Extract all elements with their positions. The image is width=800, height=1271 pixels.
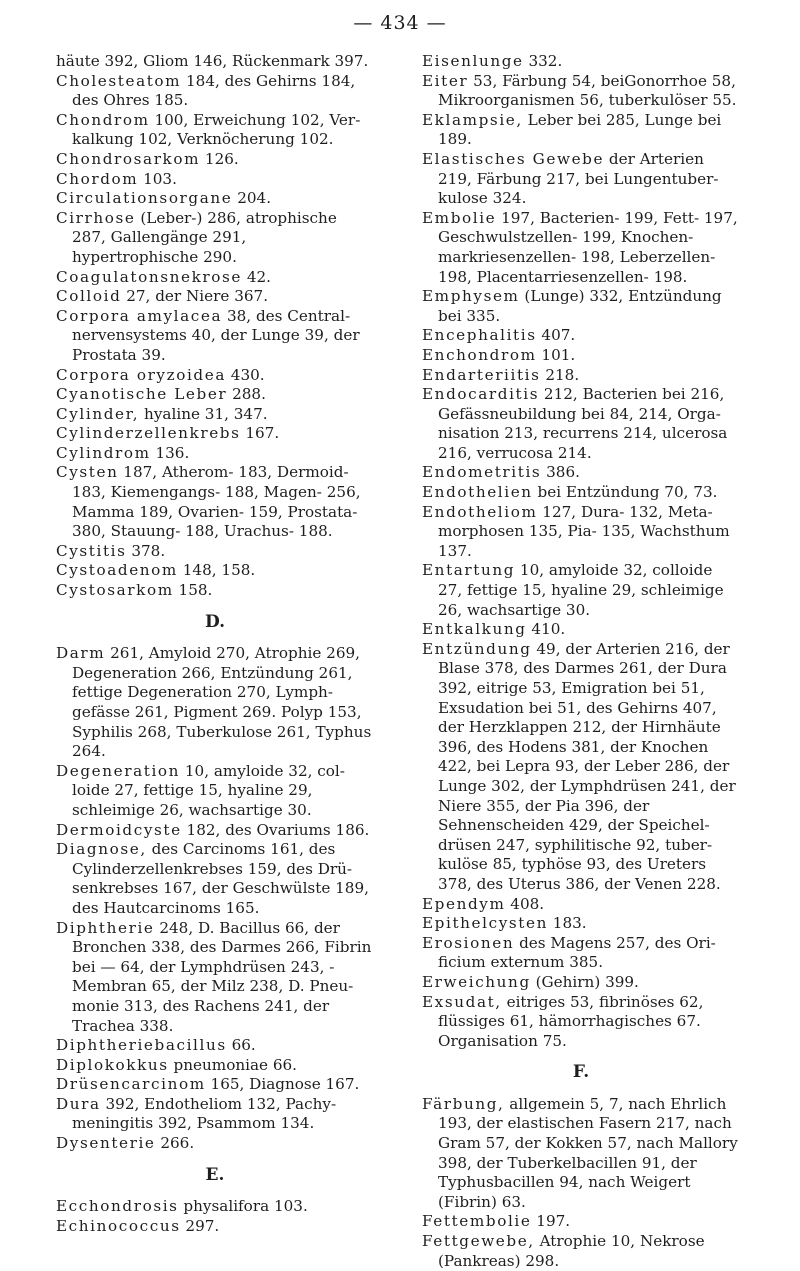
index-references: 158. (173, 581, 213, 600)
index-term: Entkalkung (422, 620, 527, 639)
index-entry (56, 1036, 374, 1056)
index-entry (422, 150, 740, 209)
index-references: 266. (155, 1134, 195, 1153)
index-entry (422, 561, 740, 620)
index-term: Färbung, (422, 1094, 505, 1113)
index-entry (56, 307, 374, 366)
index-entry (422, 973, 740, 993)
index-entry (56, 189, 374, 209)
index-term: Chordom (56, 169, 139, 188)
index-references: des Magens 257, des Orificium externum 385. (438, 933, 716, 972)
index-entry (56, 1075, 374, 1095)
index-term: Emphysem (422, 287, 520, 306)
index-entry (56, 581, 374, 601)
index-references: 407. (536, 326, 576, 345)
index-entry (422, 366, 740, 386)
index-entry (56, 821, 374, 841)
index-term: Eklampsie, (422, 110, 523, 129)
index-term: Diphtheriebacillus (56, 1036, 227, 1055)
index-entry (56, 424, 374, 444)
index-references: 127, Dura- 132, Metamorphosen 135, Pia- 135, Wachsthum 137. (438, 502, 730, 560)
index-term: Cyanotische Leber (56, 385, 228, 404)
index-entry (422, 52, 740, 72)
index-references: 101. (536, 345, 576, 364)
index-references: Atrophie 10, Nekrose (Pankreas) 298. (438, 1232, 705, 1270)
index-entry (56, 385, 374, 405)
section-letter-header: F. (572, 1062, 590, 1083)
index-entry (56, 444, 374, 464)
index-references: allgemein 5, 7, nach Ehrlich 193, der elastischen Fasern 217, nach Gram 57, der Kokken 57, nach Mallory 398, der Tuberkelbacillen 91, der Typhusbacillen 94, nach Weigert (Fibrin) 63. (438, 1094, 738, 1211)
index-entry (56, 561, 374, 581)
index-term: Encephalitis (422, 326, 537, 345)
index-references: 410. (526, 620, 566, 639)
index-references: 100, Erweichung 102, Verkalkung 102, Verknöcherung 102. (72, 110, 361, 149)
index-term: Elastisches Gewebe (422, 149, 605, 168)
index-term: Darm (56, 644, 106, 663)
index-term: Cholesteatom (56, 71, 182, 90)
index-references: 167. (240, 424, 280, 443)
index-entry (56, 1056, 374, 1076)
index-references: 53, Färbung 54, beiGonorrhoe 58, Mikroorganismen 56, tuberkulöser 55. (438, 71, 737, 110)
index-references: häute 392, Gliom 146, Rückenmark 397. (56, 52, 369, 70)
index-term: Eiter (422, 71, 469, 90)
index-term: Endarteriitis (422, 365, 541, 384)
index-term: Endometritis (422, 463, 542, 482)
index-term: Fettgewebe, (422, 1232, 535, 1251)
index-term: Coagulatonsnekrose (56, 267, 243, 286)
index-entry (422, 1232, 740, 1271)
index-references: 42. (242, 267, 271, 286)
index-term: Colloid (56, 287, 122, 306)
index-term: Epithelcysten (422, 914, 548, 933)
index-references: 148, 158. (177, 561, 256, 580)
index-term: Eisenlunge (422, 52, 524, 70)
index-entry (422, 895, 740, 915)
index-references: (Leber-) 286, atrophische 287, Gallengänge 291, hypertrophische 290. (72, 208, 337, 266)
index-references: 66. (226, 1036, 256, 1055)
index-references: 103. (138, 169, 177, 188)
index-references: 288. (227, 385, 266, 404)
index-references: 183. (547, 914, 587, 933)
index-term: Diplokokkus (56, 1055, 169, 1074)
index-entry (422, 640, 740, 895)
index-term: Cylinder, (56, 404, 140, 423)
index-references: Leber bei 285, Lunge bei 189. (438, 110, 722, 149)
index-references: 126. (200, 149, 239, 168)
index-references: 248, D. Bacillus 66, der Bronchen 338, des Darmes 266, Fibrin bei — 64, der Lymphdrüsen 243, -Membran 65, der Milz 238, D. Pneumonie 313, des Rachens 241, der Trachea 338. (72, 918, 372, 1035)
index-term: Diagnose, (56, 840, 147, 859)
index-references: 297. (180, 1216, 220, 1235)
index-references: 197. (531, 1212, 571, 1231)
index-references: der Arterien 219, Färbung 217, bei Lungentuberkulose 324. (438, 149, 719, 208)
index-term: Endothelien (422, 483, 533, 502)
index-term: Corpora amylacea (56, 306, 223, 325)
index-term: Chondrom (56, 110, 150, 129)
index-term: Embolie (422, 208, 497, 227)
index-references: 332. (523, 52, 563, 70)
index-entry (56, 1217, 374, 1237)
index-entry (422, 934, 740, 973)
index-references: (Gehirn) 399. (530, 972, 639, 991)
index-references: 430. (225, 365, 265, 384)
index-term: Cysten (56, 463, 119, 482)
index-references: 184, des Gehirns 184, des Ohres 185. (72, 71, 356, 110)
index-term: Enchondrom (422, 345, 537, 364)
index-term: Exsudat, (422, 992, 502, 1011)
index-references: 197, Bacterien- 199, Fett- 197, Geschwulstzellen- 199, Knochenmarkriesenzellen- 198, Leberzellen- 198, Placentarriesenzellen- 198. (438, 208, 738, 286)
index-references: 49, der Arterien 216, der Blase 378, des Darmes 261, der Dura 392, eitrige 53, Emigration bei 51, Exsudation bei 51, des Gehirns 407, der Herzklappen 212, der Hirnhäute 396, des Hodens 381, der Knochen 422, bei Lepra 93, der Leber 286, der Lunge 302, der Lymphdrüsen 241, der Niere 355, der Pia 396, der Sehnenscheiden 429, der Speicheldrüsen 247, syphilitische 92, tuberkulöse 85, typhöse 93, des Ureters 378, des Uterus 386, der Venen 228. (438, 639, 736, 893)
index-references: 212, Bacterien bei 216, Gefässneubildung bei 84, 214, Organisation 213, recurrens 214, ulcerosa 216, verrucosa 214. (438, 385, 728, 462)
index-references: 165, Diagnose 167. (205, 1075, 360, 1094)
index-references: 261, Amyloid 270, Atrophie 269, Degeneration 266, Entzündung 261, fettige Degeneration 270, Lymphgefässe 261, Pigment 269. Polyp 153, Syphilis 268, Tuberkulose 261, Typhus 264. (72, 644, 372, 761)
index-term: Endotheliom (422, 502, 538, 521)
index-entry (56, 268, 374, 288)
index-term: Dura (56, 1094, 101, 1113)
index-entry (56, 150, 374, 170)
section-letter-header: D. (204, 611, 226, 632)
index-term: Cylinderzellenkrebs (56, 424, 241, 443)
section-letter-header: E. (205, 1164, 225, 1185)
index-term: Diphtherie (56, 918, 155, 937)
index-entry (56, 542, 374, 562)
index-entry (422, 346, 740, 366)
index-references: physalifora 103. (178, 1197, 308, 1216)
index-entry (422, 914, 740, 934)
index-entry (56, 72, 374, 111)
index-term: Corpora oryzoidea (56, 365, 226, 384)
index-term: Drüsencarcinom (56, 1075, 206, 1094)
index-term: Erosionen (422, 933, 515, 952)
index-entry (56, 52, 374, 72)
index-term: Erweichung (422, 972, 531, 991)
index-term: Dysenterie (56, 1134, 156, 1153)
index-references: 378. (126, 541, 166, 560)
index-entry (56, 111, 374, 150)
index-references: 182, des Ovariums 186. (181, 820, 370, 839)
index-term: Cystitis (56, 541, 127, 560)
index-entry (422, 463, 740, 483)
index-term: Chondrosarkom (56, 149, 201, 168)
index-references: des Carcinoms 161, des Cylinderzellenkrebses 159, des Drüsenkrebses 167, der Geschwülste 189, des Hautcarcinoms 165. (72, 840, 369, 917)
page-number: — 434 — (353, 12, 447, 34)
index-references: hyaline 31, 347. (139, 404, 268, 423)
index-term: Cystosarkom (56, 581, 174, 600)
index-references: 218. (540, 365, 580, 384)
index-entry (56, 209, 374, 268)
index-entry (422, 111, 740, 150)
index-references: 136. (150, 443, 190, 462)
index-entry (56, 405, 374, 425)
index-term: Circulationsorgane (56, 189, 233, 208)
index-entry (422, 620, 740, 640)
index-entry (422, 209, 740, 287)
index-entry (422, 993, 740, 1052)
index-entry (422, 72, 740, 111)
index-references: 10, amyloide 32, colloide 27, fettige 15, hyaline 29, schleimige 26, wachsartige 30. (438, 561, 724, 619)
index-term: Cirrhose (56, 208, 136, 227)
index-entry (56, 840, 374, 918)
index-entry (422, 287, 740, 326)
index-references: pneumoniae 66. (168, 1055, 297, 1074)
index-entry (422, 1212, 740, 1232)
index-term: Degeneration (56, 761, 181, 780)
index-entry (56, 762, 374, 821)
index-term: Cylindrom (56, 443, 151, 462)
index-references: 204. (232, 189, 272, 208)
index-entry (422, 1095, 740, 1213)
index-references: 187, Atherom- 183, Dermoid- 183, Kiemengangs- 188, Magen- 256, Mamma 189, Ovarien- 159, Prostata- 380, Stauung- 188, Urachus- 188. (72, 463, 361, 541)
index-term: Endocarditis (422, 385, 540, 404)
index-column-right (422, 52, 740, 1271)
index-entry (422, 385, 740, 463)
index-term: Ecchondrosis (56, 1197, 179, 1216)
index-references: 38, des Centralnervensystems 40, der Lunge 39, der Prostata 39. (72, 306, 360, 364)
index-term: Entzündung (422, 639, 532, 658)
index-references: 392, Endotheliom 132, Pachymeningitis 392, Psammom 134. (72, 1094, 337, 1133)
index-references: eitriges 53, fibrinöses 62, flüssiges 61, hämorrhagisches 67. Organisation 75. (438, 992, 704, 1050)
index-entry (56, 170, 374, 190)
index-references: (Lunge) 332, Entzündung bei 335. (438, 287, 722, 325)
index-entry (422, 483, 740, 503)
index-term: Echinococcus (56, 1216, 181, 1235)
index-term: Ependym (422, 894, 506, 913)
index-term: Cystoadenom (56, 561, 178, 580)
index-entry (56, 644, 374, 762)
index-entry (56, 1134, 374, 1154)
index-references: 10, amyloide 32, colloide 27, fettige 15, hyaline 29, schleimige 26, wachsartige 30. (72, 761, 345, 819)
index-entry (56, 1197, 374, 1217)
index-entry (56, 919, 374, 1037)
index-entry (422, 503, 740, 562)
index-entry (56, 366, 374, 386)
index-entry (422, 326, 740, 346)
index-references: 27, der Niere 367. (121, 287, 269, 306)
index-references: bei Entzündung 70, 73. (532, 483, 718, 502)
index-references: 408. (505, 894, 545, 913)
index-term: Entartung (422, 561, 516, 580)
index-term: Dermoidcyste (56, 820, 182, 839)
index-entry (56, 463, 374, 541)
index-references: 386. (541, 463, 580, 482)
index-column-left (56, 52, 374, 1236)
index-term: Fettembolie (422, 1212, 532, 1231)
index-entry (56, 1095, 374, 1134)
index-entry (56, 287, 374, 307)
